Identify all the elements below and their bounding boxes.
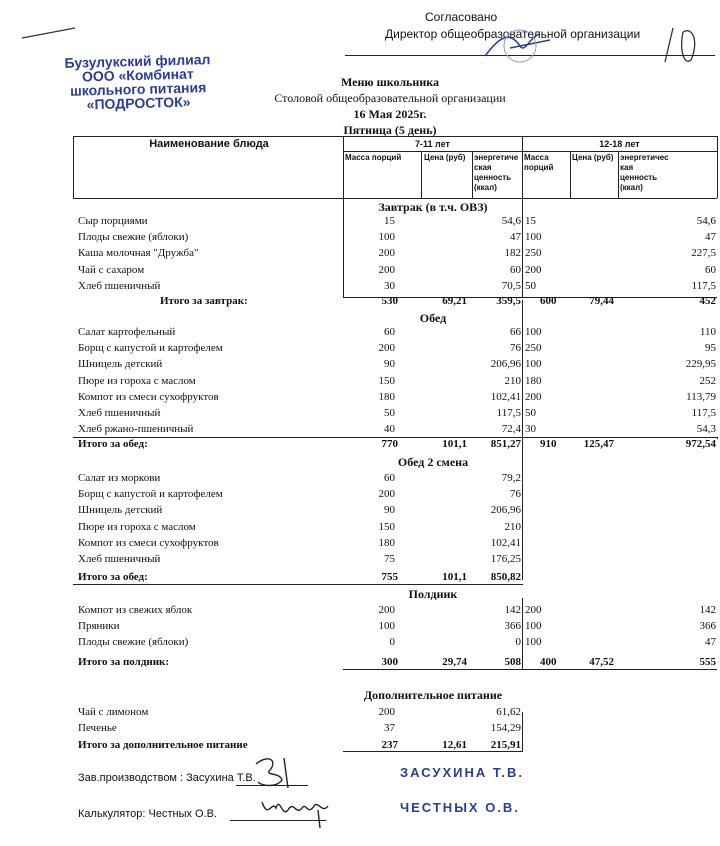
dish-name: Каша молочная "Дружба"	[78, 247, 199, 260]
energy-7-11: 54,6	[501, 215, 521, 227]
stamp-line: ООО «Комбинат	[81, 65, 194, 85]
total-energy-12-18: 452	[699, 295, 716, 307]
mass-12-18: 50	[525, 407, 536, 419]
dish-name: Пюре из гороха с маслом	[78, 374, 196, 387]
mass-7-11: 40	[384, 423, 395, 436]
energy-12-18: 95	[705, 342, 716, 355]
header-energy-1	[474, 153, 518, 193]
energy-7-11: 206,96	[490, 504, 521, 517]
stamp-line: школьного питания	[69, 79, 207, 99]
mass-7-11: 15	[384, 215, 395, 227]
total-mass-12-18: 400	[540, 656, 557, 668]
mass-7-11: 200	[378, 342, 395, 355]
mass-7-11: 200	[378, 488, 395, 501]
energy-7-11: 182	[504, 247, 521, 260]
chef-signature-icon	[250, 752, 300, 792]
total-price-12-18: 79,44	[589, 295, 614, 307]
energy-7-11: 47	[510, 231, 521, 244]
total-price-7-11: 12,61	[442, 739, 467, 751]
energy-7-11: 210	[504, 374, 521, 387]
mass-12-18: 100	[525, 636, 542, 649]
mass-12-18: 100	[525, 326, 542, 338]
mass-7-11: 180	[378, 536, 395, 549]
mass-7-11: 150	[378, 520, 395, 533]
energy-12-18: 117,5	[691, 407, 716, 419]
chef-label: Зав.производством : Засухина Т.В.	[78, 772, 256, 784]
energy-12-18: 117,5	[691, 279, 716, 292]
energy-7-11: 206,96	[490, 358, 521, 371]
energy-7-11: 154,29	[490, 722, 521, 735]
menu-title: Меню школьника	[341, 75, 439, 89]
director-initial-icon	[655, 22, 705, 72]
menu-day: Пятница (5 день)	[343, 123, 437, 137]
dish-name: Шницель детский	[78, 358, 163, 371]
energy-7-11: 117,5	[496, 407, 521, 419]
energy-12-18: 366	[699, 620, 716, 633]
energy-7-11: 0	[515, 636, 521, 649]
approval-director: Директор общеобразовательной организации	[385, 27, 641, 41]
dish-name: Компот из смеси сухофруктов	[78, 390, 219, 403]
dish-name: Хлеб пшеничный	[78, 407, 161, 419]
mass-12-18: 15	[525, 215, 536, 227]
energy-12-18: 229,95	[685, 358, 716, 371]
mass-7-11: 200	[378, 706, 395, 718]
header-energy-line: энергетиче	[474, 153, 519, 162]
energy-12-18: 113,79	[686, 390, 716, 403]
dish-name: Хлеб пшеничный	[78, 279, 161, 292]
mass-12-18: 200	[525, 263, 542, 276]
dish-name: Салат картофельный	[78, 326, 176, 338]
mass-7-11: 0	[389, 636, 395, 649]
total-mass-12-18: 910	[540, 438, 557, 450]
energy-7-11: 142	[504, 604, 521, 616]
total-energy-7-11: 851,27	[490, 438, 521, 450]
header-price-2: Цена (руб)	[572, 153, 614, 162]
header-age-7-11: 7-11 лет	[415, 139, 450, 149]
total-mass-12-18: 600	[540, 295, 557, 307]
mass-7-11: 200	[378, 604, 395, 616]
energy-12-18: 54,3	[696, 423, 716, 436]
dish-name: Пюре из гороха с маслом	[78, 520, 196, 533]
energy-7-11: 176,25	[490, 553, 521, 565]
energy-12-18: 252	[699, 374, 716, 387]
calculator-label: Калькулятор: Честных О.В.	[78, 808, 218, 820]
dish-name: Компот из свежих яблок	[78, 604, 193, 616]
total-mass-7-11: 770	[381, 438, 398, 450]
energy-12-18: 54,6	[696, 215, 716, 227]
header-energy-line: ценность	[620, 173, 658, 182]
header-energy-line: кая	[620, 163, 634, 172]
mass-12-18: 50	[525, 279, 536, 292]
mass-12-18: 100	[525, 358, 542, 371]
mass-12-18: 250	[525, 342, 542, 355]
energy-7-11: 61,62	[496, 706, 521, 718]
dish-name: Шницель детский	[78, 504, 163, 517]
corner-mark-icon	[20, 24, 80, 44]
header-mass-1: Масса порций	[345, 153, 402, 162]
mass-7-11: 180	[378, 390, 395, 403]
section-title-snack: Полдник	[408, 587, 458, 601]
energy-12-18: 142	[699, 604, 716, 616]
total-energy-7-11: 215,91	[490, 739, 521, 751]
dish-name: Пряники	[78, 620, 120, 633]
total-label: Итого за дополнительное питание	[78, 739, 248, 751]
energy-7-11: 72,4	[501, 423, 521, 436]
mass-7-11: 90	[384, 358, 395, 371]
total-mass-7-11: 300	[381, 656, 398, 668]
header-energy-line: ценность	[474, 173, 512, 182]
total-mass-7-11: 755	[381, 571, 398, 583]
energy-7-11: 79,2	[501, 472, 521, 484]
stamp-line: Бузулукский филиал	[64, 51, 211, 71]
total-mass-7-11: 530	[381, 295, 398, 307]
total-energy-7-11: 850,82	[490, 571, 521, 583]
total-energy-12-18: 555	[699, 656, 716, 668]
mass-7-11: 37	[384, 722, 395, 735]
mass-7-11: 90	[384, 504, 395, 517]
total-energy-7-11: 508	[504, 656, 521, 668]
menu-date: 16 Мая 2025г.	[353, 107, 427, 121]
dish-name: Плоды свежие (яблоки)	[78, 231, 189, 244]
energy-7-11: 66	[510, 326, 521, 338]
header-energy-2	[620, 153, 669, 193]
mass-7-11: 200	[378, 263, 395, 276]
energy-12-18: 227,5	[691, 247, 716, 260]
total-price-7-11: 69,21	[442, 295, 467, 307]
mass-7-11: 60	[384, 472, 395, 484]
organization-stamp	[57, 52, 218, 112]
energy-12-18: 47	[705, 636, 716, 649]
header-energy-line: (ккал)	[620, 183, 643, 192]
section-title-extra: Дополнительное питание	[363, 688, 503, 702]
calculator-stamp: ЧЕСТНЫХ О.В.	[400, 800, 520, 815]
energy-7-11: 102,41	[490, 536, 521, 549]
total-price-12-18: 125,47	[583, 438, 614, 450]
total-label: Итого за обед:	[78, 571, 148, 583]
energy-12-18: 60	[705, 263, 716, 276]
total-label: Итого за полдник:	[78, 656, 170, 668]
energy-7-11: 102,41	[490, 390, 521, 403]
mass-12-18: 180	[525, 374, 542, 387]
energy-7-11: 76	[510, 342, 521, 355]
mass-7-11: 200	[378, 247, 395, 260]
header-energy-line: ская	[474, 163, 492, 172]
approval-title: Согласовано	[425, 10, 498, 24]
total-price-7-11: 29,74	[442, 656, 467, 668]
header-energy-line: (ккал)	[474, 183, 497, 192]
dish-name: Салат из моркови	[78, 472, 161, 484]
calculator-signature-icon	[258, 792, 338, 832]
chef-stamp: ЗАСУХИНА Т.В.	[400, 765, 525, 780]
mass-7-11: 100	[378, 620, 395, 633]
header-energy-line: энергетичес	[620, 153, 669, 162]
energy-12-18: 110	[699, 326, 716, 338]
energy-7-11: 70,5	[501, 279, 521, 292]
stamp-line: «ПОДРОСТОК»	[86, 93, 191, 113]
total-price-7-11: 101,1	[442, 571, 467, 583]
header-price-1: Цена (руб)	[424, 153, 466, 162]
dish-name: Печенье	[78, 722, 117, 735]
mass-7-11: 60	[384, 326, 395, 338]
dish-name: Чай с сахаром	[78, 263, 145, 276]
header-mass-2: Масса порций	[524, 153, 554, 172]
mass-7-11: 75	[384, 553, 395, 565]
mass-12-18: 100	[525, 231, 542, 244]
total-price-7-11: 101,1	[442, 438, 467, 450]
dish-name: Компот из смеси сухофруктов	[78, 536, 219, 549]
mass-7-11: 150	[378, 374, 395, 387]
section-title-lunch2: Обед 2 смена	[397, 455, 469, 469]
section-title-breakfast: Завтрак (в т.ч. ОВЗ)	[378, 200, 488, 214]
total-label: Итого за обед:	[78, 438, 148, 450]
energy-7-11: 76	[510, 488, 521, 501]
total-energy-12-18: 972,54	[685, 438, 716, 450]
total-price-12-18: 47,52	[589, 656, 614, 668]
energy-7-11: 210	[504, 520, 521, 533]
director-signature-icon	[480, 26, 560, 66]
dish-name: Борщ с капустой и картофелем	[78, 342, 223, 355]
header-age-12-18: 12-18 лет	[599, 139, 640, 149]
dish-name: Сыр порциями	[78, 215, 148, 227]
mass-12-18: 200	[525, 390, 542, 403]
mass-12-18: 100	[525, 620, 542, 633]
dish-name: Хлеб пшеничный	[78, 553, 161, 565]
mass-7-11: 50	[384, 407, 395, 419]
energy-7-11: 366	[504, 620, 521, 633]
energy-7-11: 60	[510, 263, 521, 276]
dish-name: Борщ с капустой и картофелем	[78, 488, 223, 501]
mass-12-18: 200	[525, 604, 542, 616]
mass-12-18: 30	[525, 423, 536, 436]
header-dish-name: Наименование блюда	[149, 138, 269, 150]
dish-name: Плоды свежие (яблоки)	[78, 636, 189, 649]
dish-name: Хлеб ржано-пшеничный	[78, 423, 194, 436]
section-title-lunch: Обед	[419, 311, 447, 325]
mass-12-18: 250	[525, 247, 542, 260]
dish-name: Чай с лимоном	[78, 706, 149, 718]
canteen-title: Столовой общеобразовательной организации	[274, 91, 506, 105]
energy-12-18: 47	[705, 231, 716, 244]
total-energy-7-11: 359,5	[496, 295, 521, 307]
total-mass-7-11: 237	[381, 739, 398, 751]
mass-7-11: 100	[378, 231, 395, 244]
mass-7-11: 30	[384, 279, 395, 292]
total-label: Итого за завтрак:	[160, 295, 248, 307]
